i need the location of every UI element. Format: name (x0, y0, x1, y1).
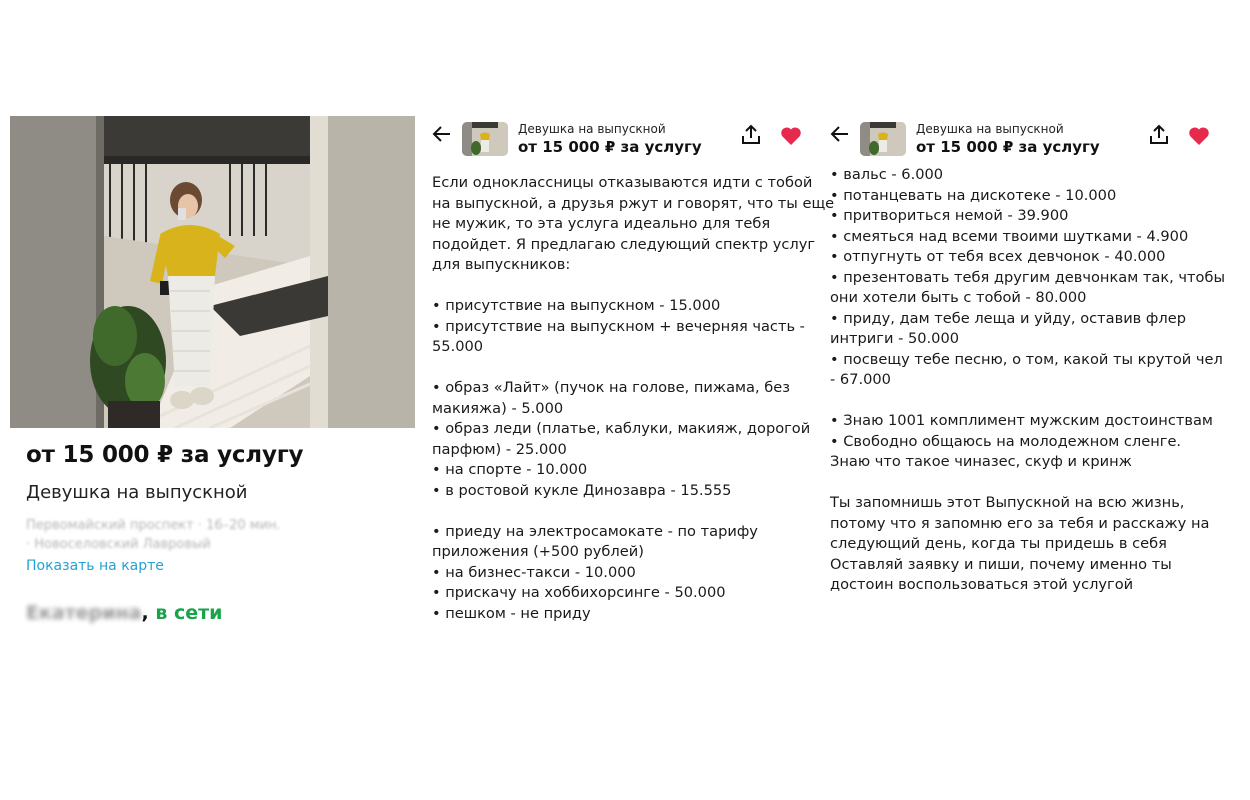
header-price: от 15 000 ₽ за услугу (518, 138, 702, 156)
description-text (432, 173, 835, 624)
service-item: парфюм) - 25.000 (432, 440, 567, 458)
service-item: • потанцевать на дискотеке - 10.000 (830, 186, 1117, 204)
description-line: потому что я запомню его за тебя и расскажу на (830, 514, 1210, 532)
service-item: • прискачу на хоббихорсинге - 50.000 (432, 584, 726, 601)
description-line: подойдет. Я предлагаю следующий спектр услуг (432, 235, 816, 253)
service-item: • приду, дам тебе леща и уйду, оставив флер (830, 309, 1186, 327)
listing-title: Девушка на выпускной (26, 482, 248, 503)
service-item: • присутствие на выпускном - 15.000 (432, 297, 721, 314)
service-item: • образ «Лайт» (пучок на голове, пижама, без (432, 379, 790, 396)
service-item: • пешком - не приду (432, 604, 591, 622)
share-icon[interactable] (1148, 124, 1170, 150)
service-item: • презентовать тебя другим девчонкам так, чтобы (830, 268, 1225, 286)
service-item: макияжа) - 5.000 (432, 399, 564, 417)
listing-card (10, 116, 416, 636)
back-arrow-icon[interactable] (830, 124, 850, 152)
service-item: • смеяться над всеми твоими шутками - 4.900 (830, 227, 1189, 245)
service-item: • отпугнуть от тебя всех девчонок - 40.000 (830, 248, 1166, 265)
service-item: • Свободно общаюсь на молодежном сленге. (830, 432, 1182, 450)
back-arrow-icon[interactable] (432, 124, 452, 152)
listing-thumbnail (860, 122, 906, 156)
description-text (830, 165, 1225, 596)
service-item: они хотели быть с тобой - 80.000 (830, 289, 1087, 306)
service-item: • притвориться немой - 39.900 (830, 207, 1069, 224)
listing-price: от 15 000 ₽ за услугу (26, 442, 304, 468)
service-item: • присутствие на выпускном + вечерняя часть - (432, 317, 805, 335)
service-item: • Знаю 1001 комплимент мужским достоинствам (830, 412, 1213, 429)
description-line: следующий день, когда ты придешь в себя (830, 535, 1167, 552)
online-status: в сети (155, 602, 223, 624)
service-item: приложения (+500 рублей) (432, 543, 644, 560)
service-item: • вальс - 6.000 (830, 166, 944, 183)
service-item: • на спорте - 10.000 (432, 461, 588, 478)
service-item: - 67.000 (830, 371, 891, 388)
service-item: • на бизнес-такси - 10.000 (432, 563, 636, 581)
service-item: • в ростовой кукле Динозавра - 15.555 (432, 481, 732, 499)
header-title: Девушка на выпускной (916, 122, 1064, 136)
share-icon[interactable] (740, 124, 762, 150)
service-item: интриги - 50.000 (830, 330, 960, 347)
service-item: • образ леди (платье, каблуки, макияж, дорогой (432, 420, 811, 437)
location-meta-blurred: Первомайский проспект · 16–20 мин. (26, 518, 281, 533)
listing-photo-image (10, 116, 415, 428)
screen-header (830, 118, 1220, 166)
description-line: Оставляй заявку и пиши, почему именно ты (830, 555, 1172, 573)
description-line: Если одноклассницы отказываются идти с тобой (432, 174, 813, 191)
description-line: на выпускной, а друзья ржут и говорят, что ты еще (432, 194, 835, 212)
favorite-heart-icon[interactable] (780, 126, 802, 150)
screen-header (432, 118, 812, 166)
service-item: • приеду на электросамокате - по тарифу (432, 522, 758, 540)
header-title: Девушка на выпускной (518, 122, 666, 136)
description-line: не мужик, то эта услуга идеально для тебя (432, 215, 771, 232)
service-item: 55.000 (432, 338, 484, 355)
description-line: достоин воспользоваться этой услугой (830, 576, 1134, 593)
address-meta-blurred: · Новоселовский Лавровый (26, 537, 211, 552)
description-screen-1 (432, 118, 835, 638)
description-line: для выпускников: (432, 256, 571, 273)
description-screen-2 (830, 118, 1225, 618)
service-item: • посвещу тебе песню, о том, какой ты крутой чел (830, 350, 1223, 368)
description-line: Ты запомнишь этот Выпускной на всю жизнь, (830, 494, 1185, 511)
seller-status-line[interactable]: Екатерина, в сети (26, 602, 223, 624)
listing-thumbnail (462, 122, 508, 156)
service-item: Знаю что такое чиназес, скуф и кринж (830, 453, 1132, 470)
show-on-map-link[interactable]: Показать на карте (26, 558, 164, 574)
header-price: от 15 000 ₽ за услугу (916, 138, 1100, 156)
listing-photo[interactable] (10, 116, 415, 428)
favorite-heart-icon[interactable] (1188, 126, 1210, 150)
seller-name-blurred: Екатерина (26, 602, 142, 624)
